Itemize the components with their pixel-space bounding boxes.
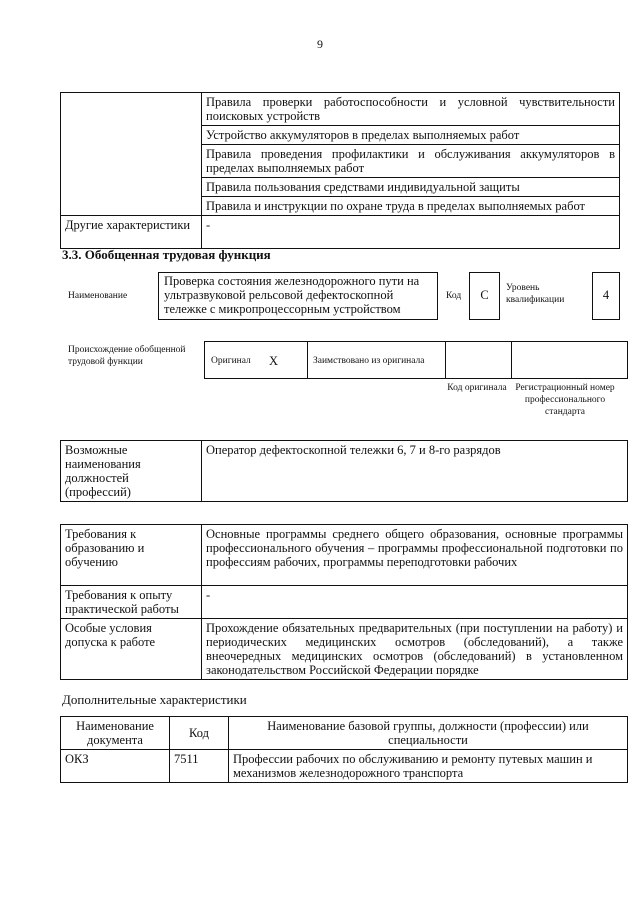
- knowledge-item: Устройство аккумуляторов в пределах выполняемых работ: [202, 126, 620, 145]
- admission-value: Прохождение обязательных предварительных (при поступлении на работу) и периодических медицинских осмотров (обследований), а также внеочередных медицинских осмотров (обследований) в установленном законодательством Российской Федерации порядке: [202, 619, 628, 680]
- positions-table: [60, 440, 628, 502]
- level-value: 4: [602, 288, 610, 302]
- other-characteristics-label: Другие характеристики: [61, 216, 202, 249]
- knowledge-item: Правила и инструкции по охране труда в пределах выполняемых работ: [202, 197, 620, 216]
- original-mark: X: [269, 354, 279, 368]
- borrowed-label: Заимствовано из оригинала: [313, 356, 425, 366]
- table-row: [61, 93, 620, 126]
- code-original-caption: Код оригинала: [447, 383, 507, 393]
- additional-heading: Дополнительные характеристики: [62, 692, 247, 707]
- table-row: [61, 441, 628, 502]
- knowledge-item: Правила пользования средствами индивидуальной защиты: [202, 178, 620, 197]
- requirements-table: [60, 524, 628, 680]
- table-header-row: [61, 717, 628, 750]
- positions-value: Оператор дефектоскопной тележки 6, 7 и 8-го разрядов: [202, 441, 628, 502]
- code-value: C: [480, 288, 489, 302]
- education-value: Основные программы среднего общего образования, основные программы профессионального обучения – программы профессиональной подготовки по профессиям рабочих, программы переподготовки рабочих: [202, 525, 628, 586]
- divider: [511, 342, 512, 378]
- level-label: Уровень квалификации: [506, 283, 565, 305]
- education-label: Требования к образованию и обучению: [61, 525, 202, 586]
- row-name: Профессии рабочих по обслуживанию и ремонту путевых машин и механизмов железнодорожного транспорта: [229, 750, 628, 783]
- header-name: Наименование базовой группы, должности (профессии) или специальности: [229, 717, 628, 750]
- admission-label: Особые условия допуска к работе: [61, 619, 202, 680]
- experience-label: Требования к опыту практической работы: [61, 586, 202, 619]
- additional-table: [60, 716, 628, 783]
- page-number: 9: [317, 37, 323, 51]
- knowledge-table: [60, 92, 620, 249]
- divider: [445, 342, 446, 378]
- other-characteristics-value: -: [202, 216, 620, 249]
- table-row: [61, 586, 628, 619]
- reg-number-caption: Регистрационный номер профессионального стандарта: [515, 383, 615, 417]
- level-box: [592, 272, 620, 320]
- section-heading: 3.3. Обобщенная трудовая функция: [62, 247, 271, 262]
- row-code: 7511: [170, 750, 229, 783]
- row-doc: ОКЗ: [61, 750, 170, 783]
- positions-label: Возможные наименования должностей (профессий): [61, 441, 202, 502]
- table-row: [61, 216, 620, 249]
- header-code: Код: [170, 717, 229, 750]
- origin-label: Происхождение обобщенной трудовой функции: [68, 345, 186, 367]
- knowledge-item: Правила проведения профилактики и обслуживания аккумуляторов в пределах выполняемых работ: [202, 145, 620, 178]
- experience-value: -: [202, 586, 628, 619]
- table-row: [61, 750, 628, 783]
- origin-box: [204, 341, 628, 379]
- code-box: [469, 272, 500, 320]
- function-name-box: [158, 272, 438, 320]
- knowledge-item: Правила проверки работоспособности и условной чувствительности поисковых устройств: [202, 93, 620, 126]
- original-label: Оригинал: [211, 356, 251, 366]
- code-label: Код: [446, 291, 462, 301]
- table-row: [61, 619, 628, 680]
- function-name-value: Проверка состояния железнодорожного пути на ультразвуковой рельсовой дефектоскопной тележке с микропроцессорным устройством: [164, 274, 420, 316]
- divider: [307, 342, 308, 378]
- name-label: Наименование: [68, 291, 128, 301]
- header-doc: Наименование документа: [61, 717, 170, 750]
- table-row: [61, 525, 628, 586]
